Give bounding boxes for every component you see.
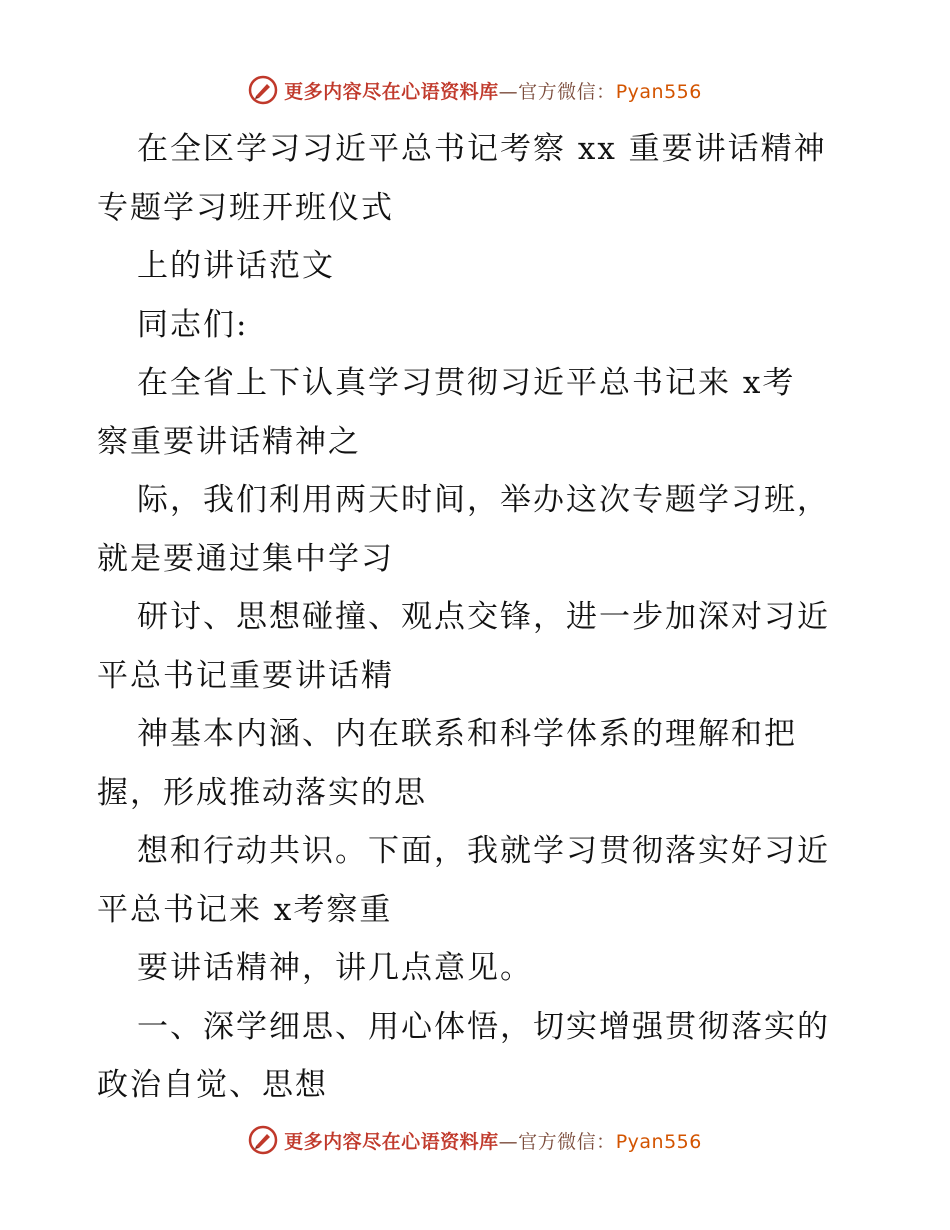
document-body	[97, 120, 857, 1115]
body-line: 际，我们利用两天时间，举办这次专题学习班，	[137, 482, 830, 518]
section-heading: 一、深学细思、用心体悟，切实增强贯彻落实的	[137, 1008, 830, 1045]
title-line-1: 在全区学习习近平总书记考察 xx 重要讲话精神	[137, 131, 827, 167]
salutation: 同志们:	[137, 306, 249, 343]
title-line-3: 上的讲话范文	[137, 248, 335, 284]
body-line: 察重要讲话精神之	[97, 423, 361, 460]
header-banner-text: 更多内容尽在心语资料库—官方微信：Pyan556	[284, 80, 702, 103]
body-line: 在全省上下认真学习贯彻习近平总书记来 x考	[137, 365, 796, 401]
body-line: 研讨、思想碰撞、观点交锋，进一步加深对习近	[137, 599, 830, 635]
body-line: 握，形成推动落实的思	[97, 774, 427, 811]
footer-banner-text: 更多内容尽在心语资料库—官方微信：Pyan556	[284, 1130, 702, 1153]
pen-logo-icon	[248, 1125, 278, 1155]
title-line-2: 专题学习班开班仪式	[97, 189, 394, 226]
footer-banner	[0, 1120, 950, 1160]
section-heading-cont: 政治自觉、思想	[97, 1067, 328, 1103]
body-line: 想和行动共识。下面，我就学习贯彻落实好习近	[137, 833, 830, 869]
body-line: 平总书记来 x考察重	[97, 891, 393, 928]
header-banner	[0, 70, 950, 110]
pen-logo-icon	[248, 75, 278, 105]
body-line: 要讲话精神，讲几点意见。	[137, 950, 533, 986]
body-line: 就是要通过集中学习	[97, 540, 394, 577]
body-line: 平总书记重要讲话精	[97, 657, 394, 694]
body-line: 神基本内涵、内在联系和科学体系的理解和把	[137, 716, 797, 752]
